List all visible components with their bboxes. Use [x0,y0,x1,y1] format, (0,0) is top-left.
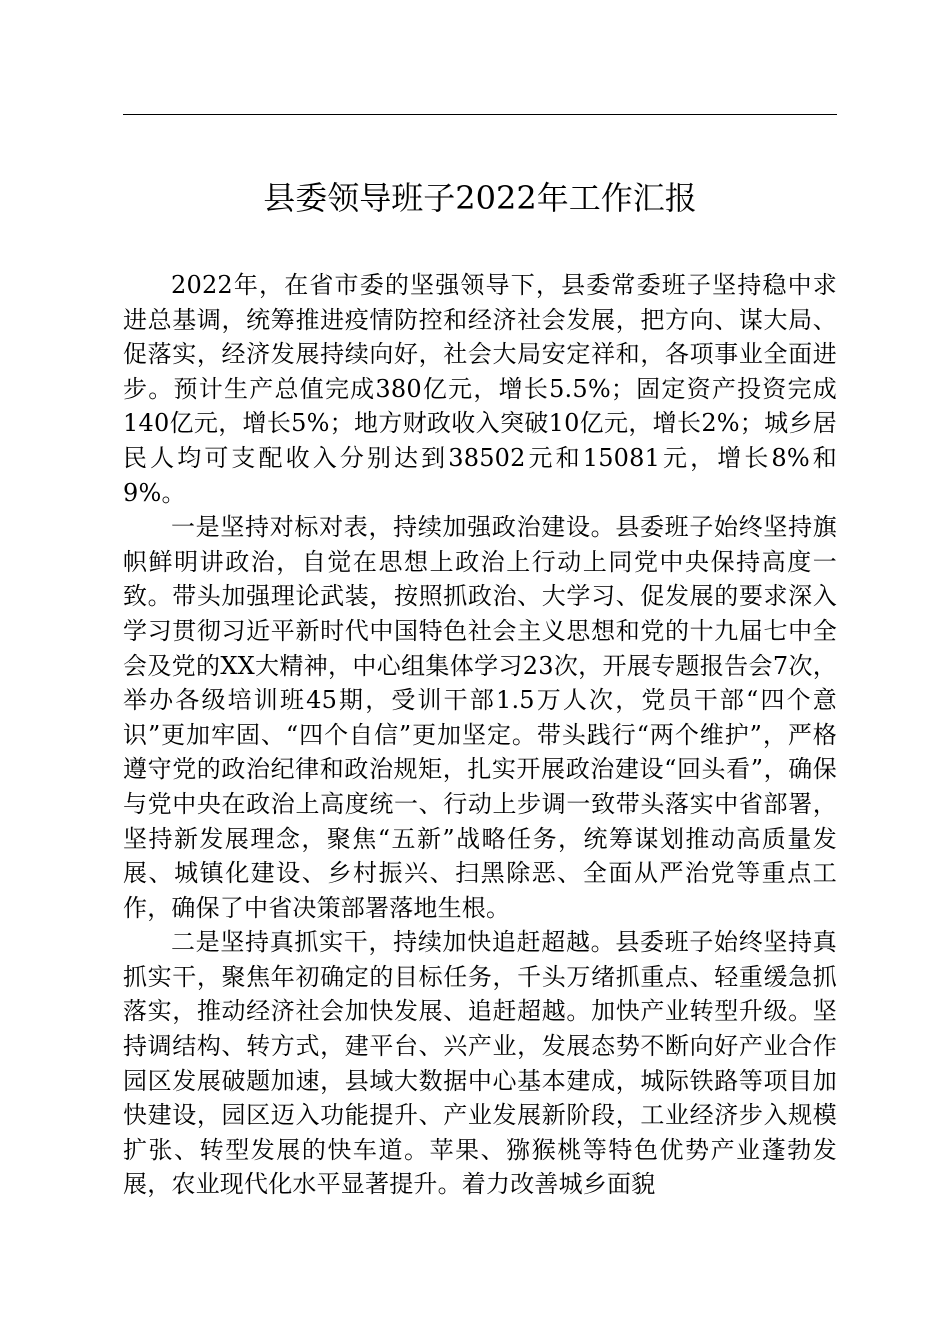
header-rule [123,114,837,115]
paragraph-development: 二是坚持真抓实干，持续加快追赶超越。县委班子始终坚持真抓实干，聚焦年初确定的目标任务，千头万绪抓重点、轻重缓急抓落实，推动经济社会加快发展、追赶超越。加快产业转型升级。坚持调结构、转方式，建平台、兴产业，发展态势不断向好产业合作园区发展破题加速，县域大数据中心基本建成，城际铁路等项目加快建设，园区迈入功能提升、产业发展新阶段，工业经济步入规模扩张、转型发展的快车道。苹果、猕猴桃等特色优势产业蓬勃发展，农业现代化水平显著提升。着力改善城乡面貌 [123,928,837,1199]
paragraph-summary: 2022年，在省市委的坚强领导下，县委常委班子坚持稳中求进总基调，统筹推进疫情防控和经济社会发展，把方向、谋大局、促落实，经济发展持续向好，社会大局安定祥和，各项事业全面进步。预计生产总值完成380亿元，增长5.5%；固定资产投资完成140亿元，增长5%；地方财政收入突破10亿元，增长2%；城乡居民人均可支配收入分别达到38502元和15081元，增长8%和9%。 [123,271,837,507]
document-body [123,268,837,1202]
document-title: 县委领导班子2022年工作汇报 [263,179,697,217]
paragraph-political-building: 一是坚持对标对表，持续加强政治建设。县委班子始终坚持旗帜鲜明讲政治，自觉在思想上政治上行动上同党中央保持高度一致。带头加强理论武装，按照抓政治、大学习、促发展的要求深入学习贯彻习近平新时代中国特色社会主义思想和党的十九届七中全会及党的XX大精神，中心组集体学习23次，开展专题报告会7次，举办各级培训班45期，受训干部1.5万人次，党员干部“四个意识”更加牢固、“四个自信”更加坚定。带头践行“两个维护”，严格遵守党的政治纪律和政治规矩，扎实开展政治建设“回头看”，确保与党中央在政治上高度统一、行动上步调一致带头落实中省部署，坚持新发展理念，聚焦“五新”战略任务，统筹谋划推动高质量发展、城镇化建设、乡村振兴、扫黑除恶、全面从严治党等重点工作，确保了中省决策部署落地生根。 [123,513,837,922]
